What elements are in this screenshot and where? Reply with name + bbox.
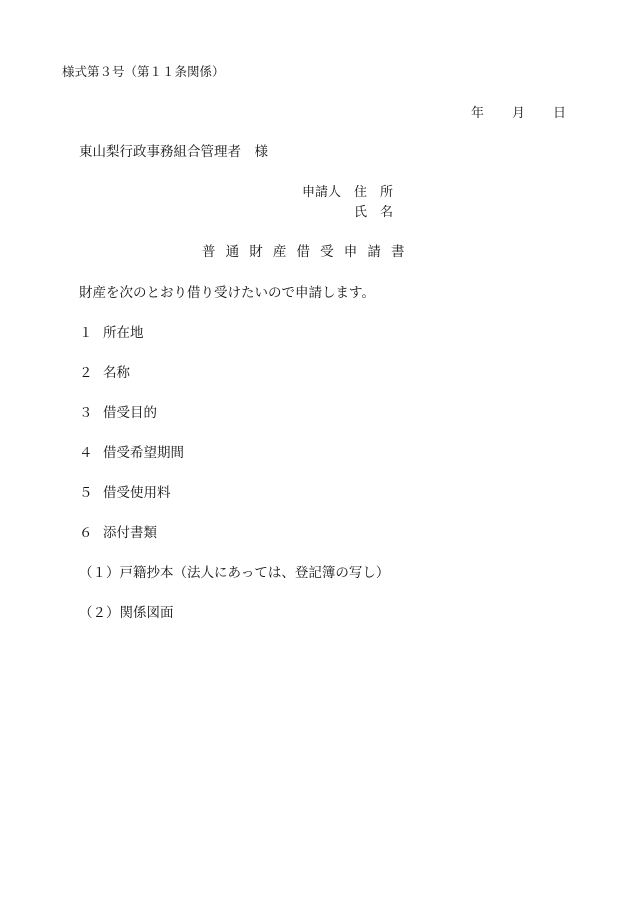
- applicant-name-row: [302, 206, 393, 226]
- list-item: [79, 447, 184, 461]
- date-line: [471, 107, 566, 120]
- form-number: 様式第３号（第１１条関係）: [62, 64, 225, 79]
- list-item-number: ３: [79, 405, 93, 421]
- list-item-label: 所在地: [103, 325, 144, 341]
- list-item-label: 借受目的: [103, 405, 157, 421]
- attachment-item: （１）戸籍抄本（法人にあっては、登記簿の写し）: [79, 565, 390, 581]
- attachment-item: （２）関係図面: [79, 605, 174, 621]
- applicant-address-label: 住 所: [354, 185, 394, 200]
- applicant-role: 申請人: [302, 185, 342, 200]
- applicant-block: [302, 186, 393, 226]
- list-item-number: ５: [79, 485, 93, 501]
- date-day-label: 日: [552, 106, 566, 121]
- addressee: 東山梨行政事務組合管理者 様: [79, 144, 268, 160]
- list-item-number: １: [79, 325, 93, 341]
- list-item-number: ６: [79, 525, 93, 541]
- list-item-number: ２: [79, 365, 93, 381]
- list-item: [79, 327, 144, 341]
- date-month-label: 月: [511, 106, 525, 121]
- list-item-label: 添付書類: [103, 525, 157, 541]
- applicant-address-row: [302, 186, 393, 206]
- list-item: [79, 367, 130, 381]
- list-item: [79, 527, 157, 541]
- list-item: [79, 407, 157, 421]
- list-item-label: 借受使用料: [103, 485, 171, 501]
- list-item: [79, 487, 171, 501]
- intro-text: 財産を次のとおり借り受けたいので申請します。: [79, 285, 375, 301]
- applicant-name-label: 氏 名: [354, 205, 394, 220]
- list-item-label: 名称: [103, 365, 130, 381]
- list-item-label: 借受希望期間: [103, 445, 184, 461]
- document-title: 普通財産借受申請書: [202, 244, 415, 260]
- date-year-label: 年: [470, 106, 484, 121]
- list-item-number: ４: [79, 445, 93, 461]
